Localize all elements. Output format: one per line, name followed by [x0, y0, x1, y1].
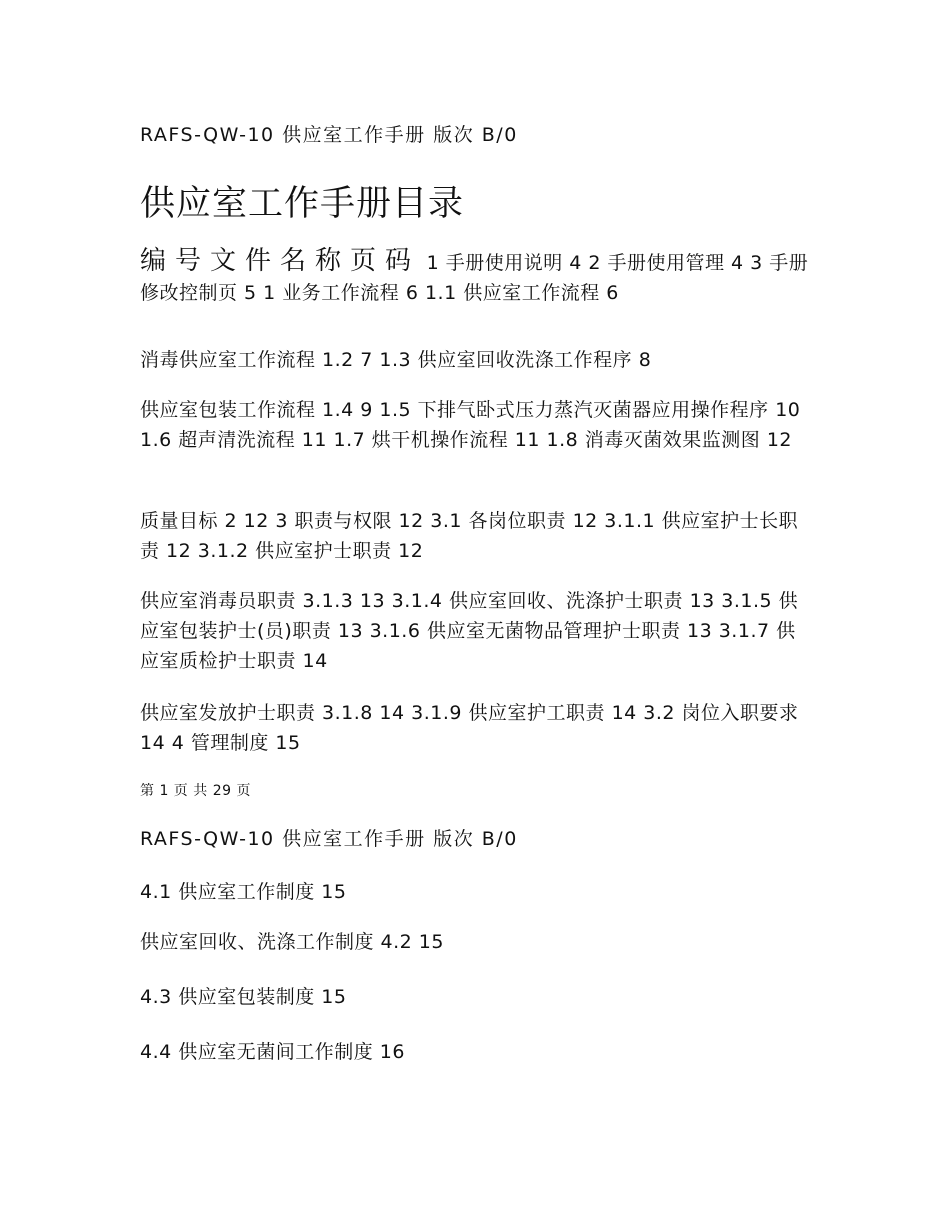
page-title: 供应室工作手册目录 — [140, 184, 465, 224]
toc-line-2: 供应室回收、洗涤工作制度 4.2 15 — [140, 931, 444, 953]
toc-paragraph-6: 供应室发放护士职责 3.1.8 14 3.1.9 供应室护工职责 14 3.2 岗位入职要求 14 4 管理制度 15 — [140, 702, 799, 754]
toc-paragraph-2: 消毒供应室工作流程 1.2 7 1.3 供应室回收洗涤工作程序 8 — [140, 349, 652, 371]
page-header: RAFS-QW-10 供应室工作手册 版次 B/0 — [140, 124, 518, 146]
toc-line-4: 4.4 供应室无菌间工作制度 16 — [140, 1041, 405, 1063]
toc-column-headings: 编号文件名称页码 — [140, 246, 421, 276]
toc-line-1: 4.1 供应室工作制度 15 — [140, 881, 347, 903]
toc-paragraph-5: 供应室消毒员职责 3.1.3 13 3.1.4 供应室回收、洗涤护士职责 13 3.1.5 供应室包装护士(员)职责 13 3.1.6 供应室无菌物品管理护士职责 13 3.1.7 供应室质检护士职责 14 — [140, 590, 799, 672]
page-footer: 第 1 页 共 29 页 — [140, 783, 251, 799]
toc-line-3: 4.3 供应室包装制度 15 — [140, 986, 347, 1008]
toc-entries: 1 手册使用说明 4 2 手册使用管理 4 3 手册修改控制页 5 1 业务工作流程 6 1.1 供应室工作流程 6 — [140, 252, 809, 304]
toc-paragraph-1 — [140, 246, 812, 308]
toc-paragraph-3: 供应室包装工作流程 1.4 9 1.5 下排气卧式压力蒸汽灭菌器应用操作程序 10 1.6 超声清洗流程 11 1.7 烘干机操作流程 11 1.8 消毒灭菌效果监测图 12 — [140, 399, 801, 451]
toc-paragraph-4: 质量目标 2 12 3 职责与权限 12 3.1 各岗位职责 12 3.1.1 供应室护士长职责 12 3.1.2 供应室护士职责 12 — [140, 510, 799, 562]
page-header-2: RAFS-QW-10 供应室工作手册 版次 B/0 — [140, 828, 518, 850]
